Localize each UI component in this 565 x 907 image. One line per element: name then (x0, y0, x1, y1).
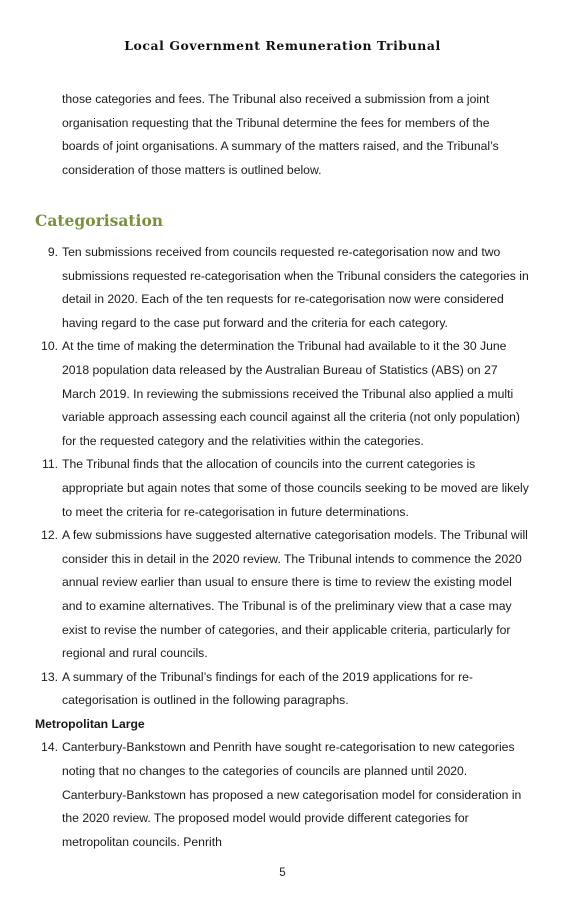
list-item (35, 241, 530, 335)
list-item (35, 736, 530, 854)
section-heading: Categorisation (35, 211, 164, 230)
intro-paragraph: those categories and fees. The Tribunal also received a submission from a joint organisation requesting that the Tribunal determine the fees for members of the boards of joint organisations. A summary of the matters raised, and the Tribunal’s consideration of those matters is outlined below. (62, 92, 499, 177)
item-number: 14. (41, 740, 58, 755)
item-number: 12. (41, 528, 58, 543)
item-number: 10. (41, 339, 58, 354)
list-item (35, 453, 530, 524)
item-text: Canterbury-Bankstown and Penrith have sought re-categorisation to new categories noting that no changes to the categories of councils are planned until 2020. Canterbury-Bankstown has proposed a new categorisation model for consideration in the 2020 review. The proposed model would provide different categories for metropolitan councils. Penrith (62, 740, 522, 849)
document-header: Local Government Remuneration Tribunal (124, 38, 441, 53)
item-text: A few submissions have suggested alternative categorisation models. The Tribunal will consider this in detail in the 2020 review. The Tribunal intends to commence the 2020 annual review earlier than usual to ensure there is time to review the existing model and to examine alternatives. The Tribunal is of the preliminary view that a case may exist to revise the number of categories, and their applicable criteria, particularly for regional and rural councils. (62, 528, 528, 661)
numbered-list (35, 241, 530, 854)
subsection-heading: Metropolitan Large (35, 716, 145, 731)
item-number: 9. (47, 245, 58, 259)
list-item (35, 666, 530, 713)
list-item (35, 335, 530, 453)
page-number: 5 (279, 867, 286, 879)
item-text: Ten submissions received from councils requested re-categorisation now and two submissions requested re-categorisation when the Tribunal considers the categories in detail in 2020. Each of the ten requests for re-categorisation now were considered having regard to the case put forward and the criteria for each category. (62, 245, 529, 330)
item-number: 11. (41, 457, 58, 472)
item-text: A summary of the Tribunal’s findings for each of the 2019 applications for re-categorisation is outlined in the following paragraphs. (62, 669, 473, 708)
item-number: 13. (41, 669, 58, 684)
item-text: At the time of making the determination the Tribunal had available to it the 30 June 2018 population data released by the Australian Bureau of Statistics (ABS) on 27 March 2019. In reviewing the submissions received the Tribunal also applied a multi variable approach assessing each council against all the criteria (not only population) for the requested category and the relativities within the categories. (62, 339, 520, 448)
item-text: The Tribunal finds that the allocation of councils into the current categories is appropriate but again notes that some of those councils seeking to be moved are likely to meet the criteria for re-categorisation in future determinations. (62, 457, 529, 519)
list-item (35, 524, 530, 666)
